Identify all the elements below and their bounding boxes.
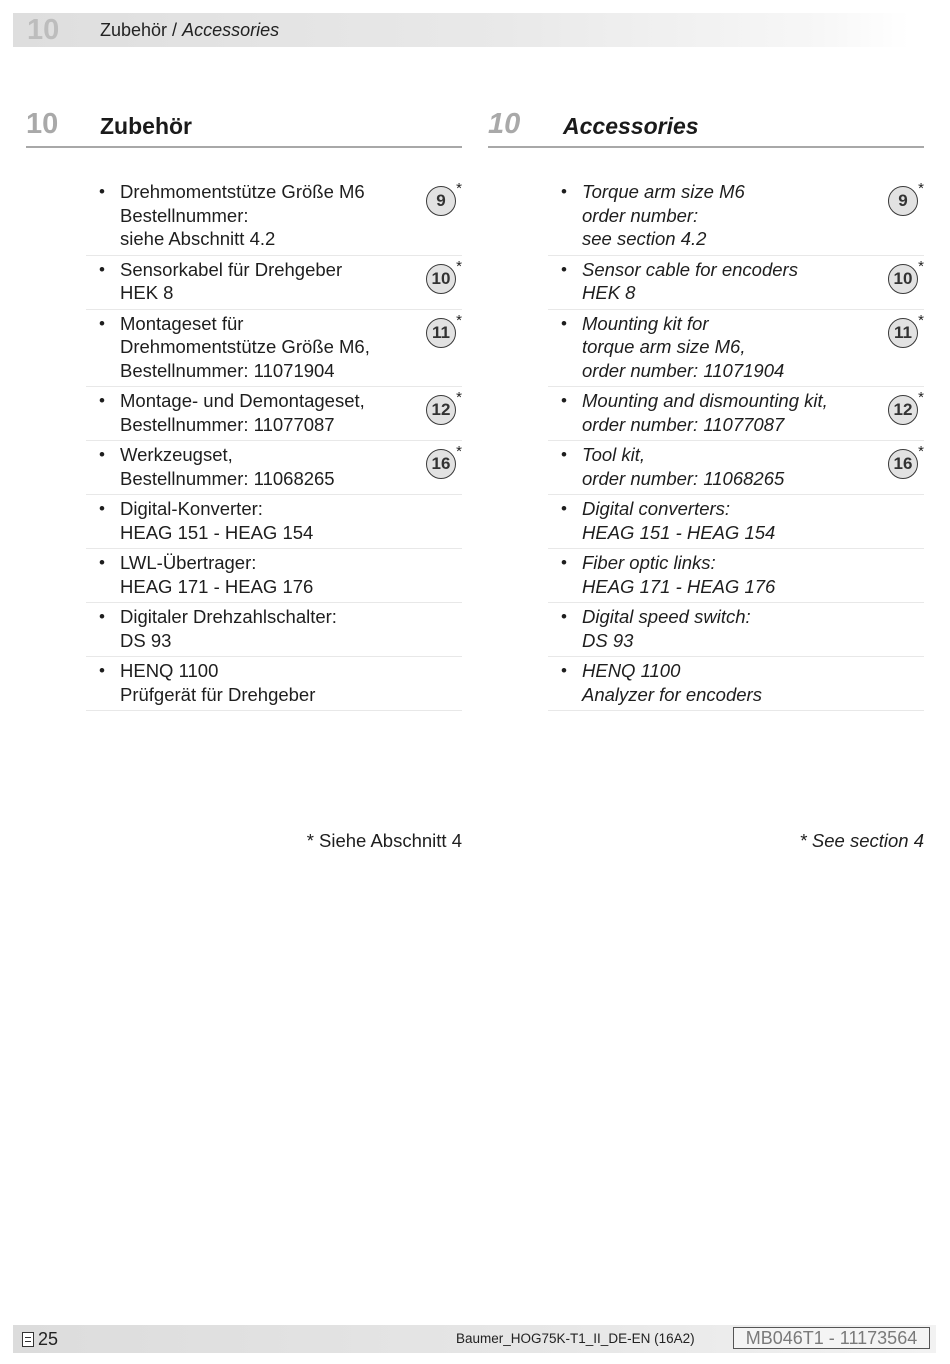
header-title xyxy=(100,20,279,41)
item-line: Montageset für xyxy=(120,312,244,334)
item-line: Fiber optic links: xyxy=(582,552,716,573)
item-line: HENQ 1100 xyxy=(582,660,681,681)
item-line: Drehmomentstütze Größe M6 xyxy=(120,181,365,202)
accessory-item xyxy=(548,603,924,657)
item-line: Bestellnummer: xyxy=(120,204,249,226)
bullet-marker: • xyxy=(561,607,567,626)
item-text xyxy=(582,551,924,602)
bullet-marker: • xyxy=(561,259,567,279)
item-text xyxy=(120,258,462,309)
bullet-marker: • xyxy=(99,313,105,333)
item-line: HENQ 1100 xyxy=(120,660,219,681)
item-line: Prüfgerät für Drehgeber xyxy=(120,683,316,705)
section-heading-de xyxy=(26,100,462,148)
page-footer-bar xyxy=(13,1325,936,1353)
bullet-marker: • xyxy=(561,445,567,464)
item-text xyxy=(582,659,924,710)
reference-number-badge: 16 xyxy=(426,449,456,479)
item-line: HEK 8 xyxy=(120,282,174,303)
item-line: Bestellnummer: 11071904 xyxy=(120,359,335,381)
item-line: order number: 11077087 xyxy=(582,413,785,435)
accessory-item xyxy=(86,387,462,441)
item-text xyxy=(120,312,462,387)
bullet-marker: • xyxy=(561,313,567,333)
bullet-marker: • xyxy=(561,182,567,201)
reference-number-badge: 16 xyxy=(888,449,918,479)
bullet-marker: • xyxy=(99,445,105,464)
footnote-asterisk: * xyxy=(918,311,924,329)
item-text xyxy=(582,180,924,255)
column-german xyxy=(26,100,462,851)
accessory-item xyxy=(548,387,924,441)
item-line: Digital-Konverter: xyxy=(120,498,263,519)
bullet-marker: • xyxy=(561,661,567,680)
item-text xyxy=(120,443,462,494)
footnote-de: * Siehe Abschnitt 4 xyxy=(306,830,462,851)
bullet-marker: • xyxy=(99,259,105,279)
footnote-asterisk: * xyxy=(456,257,462,275)
item-line: Bestellnummer: 11068265 xyxy=(120,467,335,489)
item-line: Digital speed switch: xyxy=(582,606,751,627)
accessory-item xyxy=(548,657,924,711)
item-line: Sensorkabel für Drehgeber xyxy=(120,258,343,280)
reference-number-badge: 10 xyxy=(426,264,456,294)
footnote-asterisk: * xyxy=(456,311,462,329)
item-text xyxy=(582,443,924,494)
bullet-marker: • xyxy=(99,499,105,518)
bullet-marker: • xyxy=(99,553,105,572)
bullet-marker: • xyxy=(561,553,567,572)
accessory-item xyxy=(548,178,924,256)
item-line: Drehmomentstütze Größe M6, xyxy=(120,336,370,357)
accessory-item xyxy=(548,310,924,388)
item-text xyxy=(582,258,924,309)
reference-number-badge: 11 xyxy=(888,318,918,348)
item-line: HEAG 171 - HEAG 176 xyxy=(120,575,314,597)
accessory-item xyxy=(548,549,924,603)
accessory-list-en xyxy=(548,178,924,711)
bullet-marker: • xyxy=(561,391,567,410)
item-line: Digitaler Drehzahlschalter: xyxy=(120,606,337,627)
item-line: Mounting and dismounting kit, xyxy=(582,390,828,411)
item-text xyxy=(120,389,462,440)
item-text xyxy=(120,180,462,255)
section-number-de: 10 xyxy=(26,108,59,140)
accessory-item xyxy=(86,549,462,603)
item-line: Torque arm size M6 xyxy=(582,181,745,202)
item-line: Montage- und Demontageset, xyxy=(120,390,365,411)
footnote-asterisk: * xyxy=(456,443,462,460)
item-line: HEK 8 xyxy=(582,282,636,303)
reference-number-badge: 10 xyxy=(888,264,918,294)
page-number: 25 xyxy=(38,1329,59,1349)
bullet-marker: • xyxy=(99,607,105,626)
bullet-marker: • xyxy=(561,499,567,518)
item-line: order number: 11071904 xyxy=(582,359,785,381)
footnote-asterisk: * xyxy=(918,443,924,460)
item-text xyxy=(120,605,462,656)
page-icon xyxy=(22,1332,34,1347)
reference-number-badge: 12 xyxy=(888,395,918,425)
reference-number-badge: 9 xyxy=(426,186,456,216)
reference-number-badge: 11 xyxy=(426,318,456,348)
accessory-item xyxy=(548,495,924,549)
footnote-en: * See section 4 xyxy=(799,830,924,851)
section-number-en: 10 xyxy=(488,108,521,140)
item-line: order number: 11068265 xyxy=(582,467,785,489)
accessory-item xyxy=(86,256,462,310)
section-heading-en xyxy=(488,100,924,148)
accessory-item xyxy=(86,310,462,388)
item-line: DS 93 xyxy=(582,629,634,651)
section-title-de: Zubehör xyxy=(100,113,192,139)
footnote-asterisk: * xyxy=(918,180,924,197)
header-title-en: Accessories xyxy=(182,20,280,40)
item-line: HEAG 171 - HEAG 176 xyxy=(582,575,776,597)
item-text xyxy=(582,497,924,548)
document-name: Baumer_HOG75K-T1_II_DE-EN (16A2) xyxy=(456,1331,695,1346)
item-line: Werkzeugset, xyxy=(120,444,233,465)
item-line: siehe Abschnitt 4.2 xyxy=(120,228,276,249)
bullet-marker: • xyxy=(99,661,105,680)
footnote-asterisk: * xyxy=(456,180,462,197)
bullet-marker: • xyxy=(99,182,105,201)
header-chapter-number: 10 xyxy=(27,14,60,46)
item-text xyxy=(120,659,462,710)
item-line: order number: xyxy=(582,204,699,226)
footnote-asterisk: * xyxy=(918,257,924,275)
item-text xyxy=(582,605,924,656)
accessory-item xyxy=(548,441,924,495)
accessory-item xyxy=(86,441,462,495)
footnote-asterisk: * xyxy=(456,389,462,406)
item-line: Tool kit, xyxy=(582,444,646,465)
document-code: MB046T1 - 11173564 xyxy=(733,1327,930,1349)
accessory-item xyxy=(86,657,462,711)
column-english xyxy=(488,100,924,851)
bullet-marker: • xyxy=(99,391,105,410)
item-line: LWL-Übertrager: xyxy=(120,552,257,573)
item-line: HEAG 151 - HEAG 154 xyxy=(582,521,776,543)
reference-number-badge: 9 xyxy=(888,186,918,216)
reference-number-badge: 12 xyxy=(426,395,456,425)
footnote-asterisk: * xyxy=(918,389,924,406)
item-line: Analyzer for encoders xyxy=(582,683,762,705)
section-title-en: Accessories xyxy=(563,113,699,139)
item-line: Mounting kit for xyxy=(582,312,709,334)
accessory-list-de xyxy=(86,178,462,711)
accessory-item xyxy=(86,495,462,549)
item-text xyxy=(582,312,924,387)
item-line: Digital converters: xyxy=(582,498,731,519)
accessory-item xyxy=(86,603,462,657)
item-text xyxy=(582,389,924,440)
item-text xyxy=(120,497,462,548)
item-text xyxy=(120,551,462,602)
item-line: DS 93 xyxy=(120,629,172,651)
accessory-item xyxy=(548,256,924,310)
page-header-bar xyxy=(13,13,910,47)
item-line: Sensor cable for encoders xyxy=(582,258,798,280)
header-title-de: Zubehör / xyxy=(100,20,178,40)
item-line: Bestellnummer: 11077087 xyxy=(120,413,335,435)
item-line: see section 4.2 xyxy=(582,228,707,249)
item-line: torque arm size M6, xyxy=(582,336,746,357)
accessory-item xyxy=(86,178,462,256)
item-line: HEAG 151 - HEAG 154 xyxy=(120,521,314,543)
